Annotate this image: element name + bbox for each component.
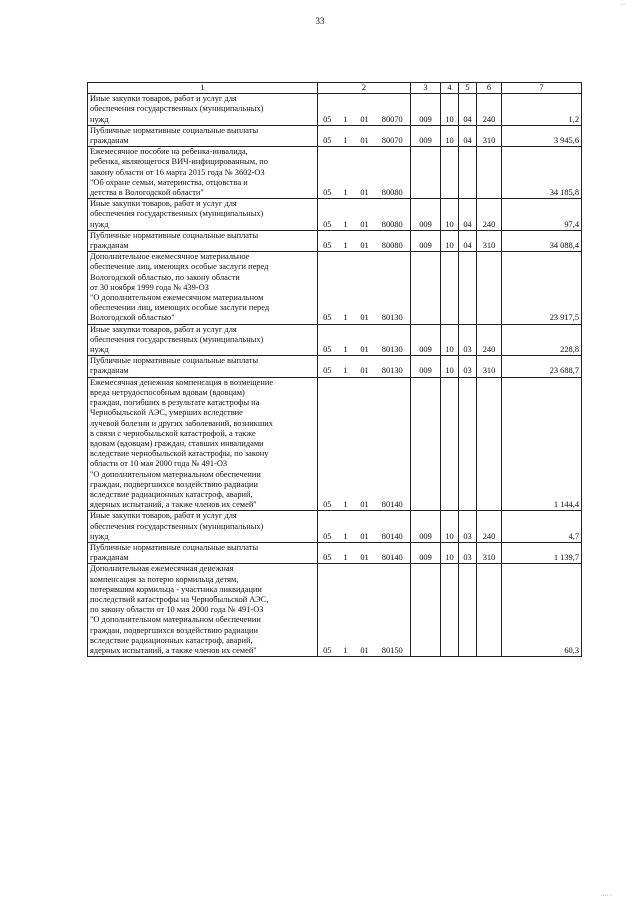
table-row [88,564,582,657]
row-code-subprogram: 01 [355,377,375,511]
header-col-2: 2 [318,83,411,94]
row-amount: 60,3 [502,564,582,657]
row-amount: 3 945,6 [502,125,582,146]
table-row [88,230,582,251]
row-code-program: 1 [337,199,355,231]
header-col-5: 5 [459,83,477,94]
scan-mark-top: ··· [620,2,626,8]
row-code-program: 1 [337,94,355,126]
row-subsection-code: 03 [459,511,477,543]
row-amount: 1 144,4 [502,377,582,511]
row-code-section: 05 [318,511,337,543]
row-code-section: 05 [318,147,337,199]
table-row [88,377,582,511]
row-subsection-code: 04 [459,199,477,231]
budget-table [87,82,582,657]
row-ministry-code: 009 [411,511,441,543]
row-amount: 23 688,7 [502,356,582,377]
row-subsection-code: 03 [459,542,477,563]
row-amount: 228,8 [502,324,582,356]
row-section-code: 10 [441,230,459,251]
row-description: Публичные нормативные социальные выплаты гражданам [88,125,318,146]
row-section-code: 10 [441,511,459,543]
row-ministry-code [411,147,441,199]
row-subsection-code [459,377,477,511]
row-section-code: 10 [441,94,459,126]
row-code-program: 1 [337,147,355,199]
row-amount: 1 139,7 [502,542,582,563]
row-section-code [441,564,459,657]
row-code-program: 1 [337,125,355,146]
row-section-code: 10 [441,324,459,356]
row-code-subprogram: 01 [355,511,375,543]
row-ministry-code [411,377,441,511]
row-description: Иные закупки товаров, работ и услуг для обеспечения государственных (муниципальных) нужд [88,94,318,126]
row-code-section: 05 [318,230,337,251]
row-code-subprogram: 01 [355,564,375,657]
row-amount: 23 917,5 [502,252,582,324]
row-description: Публичные нормативные социальные выплаты гражданам [88,230,318,251]
row-description: Иные закупки товаров, работ и услуг для обеспечения государственных (муниципальных) нужд [88,199,318,231]
row-code-subprogram: 01 [355,356,375,377]
row-description: Иные закупки товаров, работ и услуг для обеспечения государственных (муниципальных) нужд [88,511,318,543]
row-code-direction: 80070 [375,94,411,126]
row-code-direction: 80130 [375,356,411,377]
row-ministry-code: 009 [411,542,441,563]
header-col-6: 6 [477,83,502,94]
table-row [88,542,582,563]
row-expense-type [477,564,502,657]
row-description: Ежемесячная денежная компенсация в возмещение вреда нетрудоспособным вдовам (вдовцам) граждан, погибших в результате катастрофы на Чернобыльской АЭС, умерших вследствие лучевой болезни и других заболеваний, возникших в связи с чернобыльской катастрофой, а также вдовам (вдовцам) граждан, ставших инвалидами вследствие чернобыльской катастрофы, по закону области от 10 мая 2000 года № 491-ОЗ "О дополнительном материальном обеспечении граждан, подвергшихся воздействию радиации вследствие радиационных катастроф, аварий, ядерных испытаний, а также членов их семей" [88,377,318,511]
row-expense-type [477,252,502,324]
row-description: Дополнительное ежемесячное материальное обеспечение лиц, имеющих особые заслуги перед Вологодской областью, по закону области от 30 ноября 1999 года № 439-ОЗ "О дополнительном ежемесячном материальном обеспечении лиц, имеющих особые заслуги перед Вологодской областью" [88,252,318,324]
row-amount: 34 088,4 [502,230,582,251]
row-code-subprogram: 01 [355,199,375,231]
row-code-program: 1 [337,230,355,251]
row-code-direction: 80150 [375,564,411,657]
table-row [88,147,582,199]
row-code-section: 05 [318,94,337,126]
row-ministry-code: 009 [411,94,441,126]
row-subsection-code [459,564,477,657]
header-col-3: 3 [411,83,441,94]
row-section-code: 10 [441,542,459,563]
table-row [88,94,582,126]
row-subsection-code: 04 [459,125,477,146]
row-ministry-code: 009 [411,230,441,251]
row-ministry-code: 009 [411,356,441,377]
row-expense-type [477,147,502,199]
row-amount: 1,2 [502,94,582,126]
row-section-code [441,147,459,199]
row-amount: 97,4 [502,199,582,231]
row-code-subprogram: 01 [355,147,375,199]
row-code-section: 05 [318,542,337,563]
row-ministry-code: 009 [411,324,441,356]
scan-mark-bottom: ···· · [600,893,612,899]
row-expense-type: 240 [477,511,502,543]
row-subsection-code [459,147,477,199]
table-row [88,252,582,324]
row-expense-type: 310 [477,230,502,251]
row-section-code: 10 [441,125,459,146]
row-code-direction: 80140 [375,542,411,563]
row-code-program: 1 [337,377,355,511]
row-expense-type: 240 [477,94,502,126]
row-code-direction: 80080 [375,147,411,199]
row-description: Ежемесячное пособие на ребенка-инвалида, ребенка, являющегося ВИЧ-инфицированным, по закону области от 16 марта 2015 года № 3602-ОЗ "Об охране семьи, материнства, отцовства и детства в Вологодской области" [88,147,318,199]
row-code-direction: 80070 [375,125,411,146]
row-section-code: 10 [441,199,459,231]
row-code-direction: 80130 [375,324,411,356]
row-description: Иные закупки товаров, работ и услуг для обеспечения государственных (муниципальных) нужд [88,324,318,356]
row-subsection-code: 03 [459,324,477,356]
header-col-1: 1 [88,83,318,94]
row-ministry-code [411,252,441,324]
row-code-section: 05 [318,199,337,231]
row-expense-type [477,377,502,511]
row-code-program: 1 [337,511,355,543]
row-code-section: 05 [318,377,337,511]
row-description: Публичные нормативные социальные выплаты гражданам [88,542,318,563]
row-code-section: 05 [318,252,337,324]
row-code-direction: 80140 [375,511,411,543]
row-section-code: 10 [441,356,459,377]
row-amount: 4,7 [502,511,582,543]
row-code-subprogram: 01 [355,324,375,356]
row-code-subprogram: 01 [355,542,375,563]
row-code-program: 1 [337,324,355,356]
row-amount: 34 185,8 [502,147,582,199]
header-col-7: 7 [502,83,582,94]
row-expense-type: 310 [477,356,502,377]
table-header-row [88,83,582,94]
page-number: 33 [315,16,325,26]
row-expense-type: 310 [477,125,502,146]
table-row [88,125,582,146]
row-code-direction: 80130 [375,252,411,324]
row-code-direction: 80140 [375,377,411,511]
row-subsection-code: 04 [459,94,477,126]
row-ministry-code: 009 [411,125,441,146]
row-code-subprogram: 01 [355,125,375,146]
table-row [88,199,582,231]
row-ministry-code [411,564,441,657]
row-code-direction: 80080 [375,230,411,251]
row-code-section: 05 [318,564,337,657]
row-ministry-code: 009 [411,199,441,231]
row-code-subprogram: 01 [355,252,375,324]
row-expense-type: 310 [477,542,502,563]
header-col-4: 4 [441,83,459,94]
row-code-direction: 80080 [375,199,411,231]
row-subsection-code: 03 [459,356,477,377]
row-description: Публичные нормативные социальные выплаты гражданам [88,356,318,377]
row-code-program: 1 [337,564,355,657]
row-code-program: 1 [337,356,355,377]
row-expense-type: 240 [477,199,502,231]
row-description: Дополнительная ежемесячная денежная компенсация за потерю кормильца детям, потерявшим кормильца - участника ликвидации последствий катастрофы на Чернобыльской АЭС, по закону области от 10 мая 2000 года № 491-ОЗ "О дополнительном материальном обеспечении граждан, подвергшихся воздействию радиации вследствие радиационных катастроф, аварий, ядерных испытаний, а также членов их семей" [88,564,318,657]
row-code-subprogram: 01 [355,230,375,251]
row-code-section: 05 [318,356,337,377]
row-expense-type: 240 [477,324,502,356]
row-subsection-code [459,252,477,324]
table-row [88,324,582,356]
row-code-subprogram: 01 [355,94,375,126]
row-code-section: 05 [318,324,337,356]
row-code-program: 1 [337,252,355,324]
table-row [88,356,582,377]
table-body [88,83,582,657]
row-section-code [441,377,459,511]
row-section-code [441,252,459,324]
row-code-program: 1 [337,542,355,563]
table-row [88,511,582,543]
row-code-section: 05 [318,125,337,146]
row-subsection-code: 04 [459,230,477,251]
